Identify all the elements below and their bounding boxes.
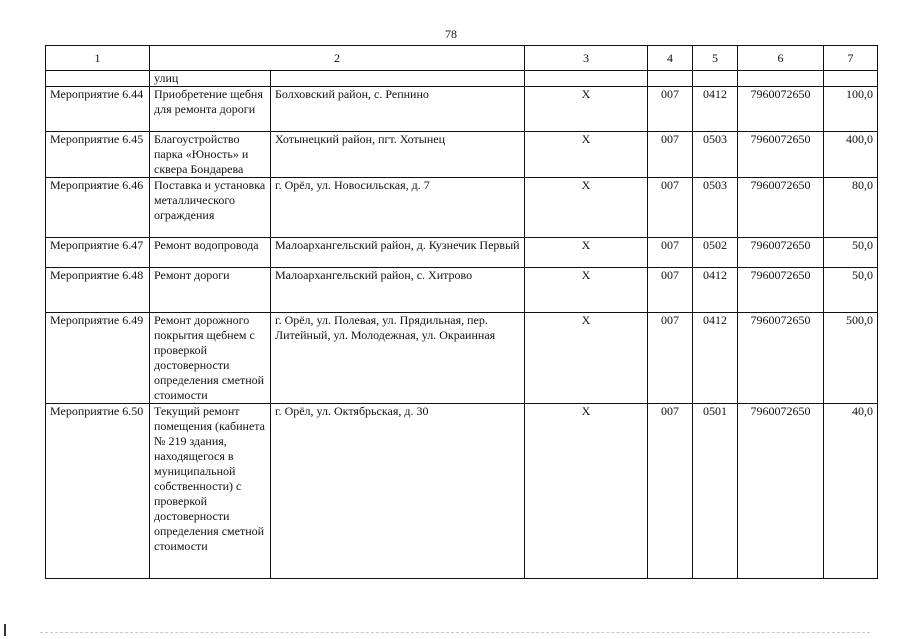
budget-table [45, 45, 878, 579]
column-header: 4 [648, 46, 693, 71]
table-row [46, 87, 878, 132]
col5-cell: 0412 [693, 268, 738, 313]
continuation-row [46, 71, 878, 87]
table-row [46, 313, 878, 404]
col7-cell: 80,0 [824, 178, 878, 238]
col7-cell: 100,0 [824, 87, 878, 132]
description-cell: Ремонт дорожного покрытия щебнем с проверкой достоверности определения сметной стоимости [150, 313, 271, 404]
description-cell: Ремонт дороги [150, 268, 271, 313]
location-cell: Малоархангельский район, д. Кузнечик Первый [271, 238, 525, 268]
col6-cell: 7960072650 [738, 404, 824, 579]
description-cell: Текущий ремонт помещения (кабинета № 219 здания, находящегося в муниципальной собственности) с проверкой достоверности определения сметной стоимости [150, 404, 271, 579]
description-cell: Ремонт водопровода [150, 238, 271, 268]
description-cell: Приобретение щебня для ремонта дороги [150, 87, 271, 132]
col3-cell: X [525, 313, 648, 404]
column-header: 1 [46, 46, 150, 71]
column-header: 6 [738, 46, 824, 71]
event-cell: Мероприятие 6.49 [46, 313, 150, 404]
col5-cell: 0503 [693, 132, 738, 178]
col6-cell: 7960072650 [738, 87, 824, 132]
col6-cell: 7960072650 [738, 268, 824, 313]
event-cell: Мероприятие 6.46 [46, 178, 150, 238]
col4-cell: 007 [648, 404, 693, 579]
col3-cell: X [525, 404, 648, 579]
col3-cell: X [525, 178, 648, 238]
description-cell: Поставка и установка металлического ограждения [150, 178, 271, 238]
continuation-text: улиц [150, 71, 271, 87]
col6-cell: 7960072650 [738, 178, 824, 238]
event-cell: Мероприятие 6.48 [46, 268, 150, 313]
table-row [46, 268, 878, 313]
col4-cell: 007 [648, 268, 693, 313]
col7-cell: 400,0 [824, 132, 878, 178]
event-cell: Мероприятие 6.45 [46, 132, 150, 178]
description-cell: Благоустройство парка «Юность» и сквера Бондарева [150, 132, 271, 178]
column-header: 5 [693, 46, 738, 71]
location-cell: Малоархангельский район, с. Хитрово [271, 268, 525, 313]
location-cell: Болховский район, с. Репнино [271, 87, 525, 132]
location-cell: Хотынецкий район, пгт. Хотынец [271, 132, 525, 178]
col3-cell: X [525, 238, 648, 268]
location-cell: г. Орёл, ул. Полевая, ул. Прядильная, пер. Литейный, ул. Молодежная, ул. Окраинная [271, 313, 525, 404]
page-number: 78 [445, 27, 457, 41]
table-row [46, 404, 878, 579]
table-row [46, 238, 878, 268]
col6-cell: 7960072650 [738, 132, 824, 178]
col7-cell: 50,0 [824, 268, 878, 313]
col3-cell: X [525, 87, 648, 132]
col5-cell: 0503 [693, 178, 738, 238]
col5-cell: 0501 [693, 404, 738, 579]
col7-cell: 40,0 [824, 404, 878, 579]
col4-cell: 007 [648, 313, 693, 404]
col7-cell: 500,0 [824, 313, 878, 404]
col3-cell: X [525, 268, 648, 313]
event-cell: Мероприятие 6.47 [46, 238, 150, 268]
column-header: 3 [525, 46, 648, 71]
col6-cell: 7960072650 [738, 238, 824, 268]
col4-cell: 007 [648, 87, 693, 132]
col5-cell: 0502 [693, 238, 738, 268]
col4-cell: 007 [648, 178, 693, 238]
scan-artifact-line [40, 632, 870, 633]
col4-cell: 007 [648, 238, 693, 268]
col5-cell: 0412 [693, 313, 738, 404]
column-header: 7 [824, 46, 878, 71]
event-cell: Мероприятие 6.50 [46, 404, 150, 579]
column-header: 2 [150, 46, 525, 71]
col7-cell: 50,0 [824, 238, 878, 268]
event-cell: Мероприятие 6.44 [46, 87, 150, 132]
table-row [46, 132, 878, 178]
col3-cell: X [525, 132, 648, 178]
table-header-row [46, 46, 878, 71]
scan-edge-mark [4, 624, 6, 636]
col6-cell: 7960072650 [738, 313, 824, 404]
col4-cell: 007 [648, 132, 693, 178]
col5-cell: 0412 [693, 87, 738, 132]
location-cell: г. Орёл, ул. Новосильская, д. 7 [271, 178, 525, 238]
table-row [46, 178, 878, 238]
location-cell: г. Орёл, ул. Октябрьская, д. 30 [271, 404, 525, 579]
